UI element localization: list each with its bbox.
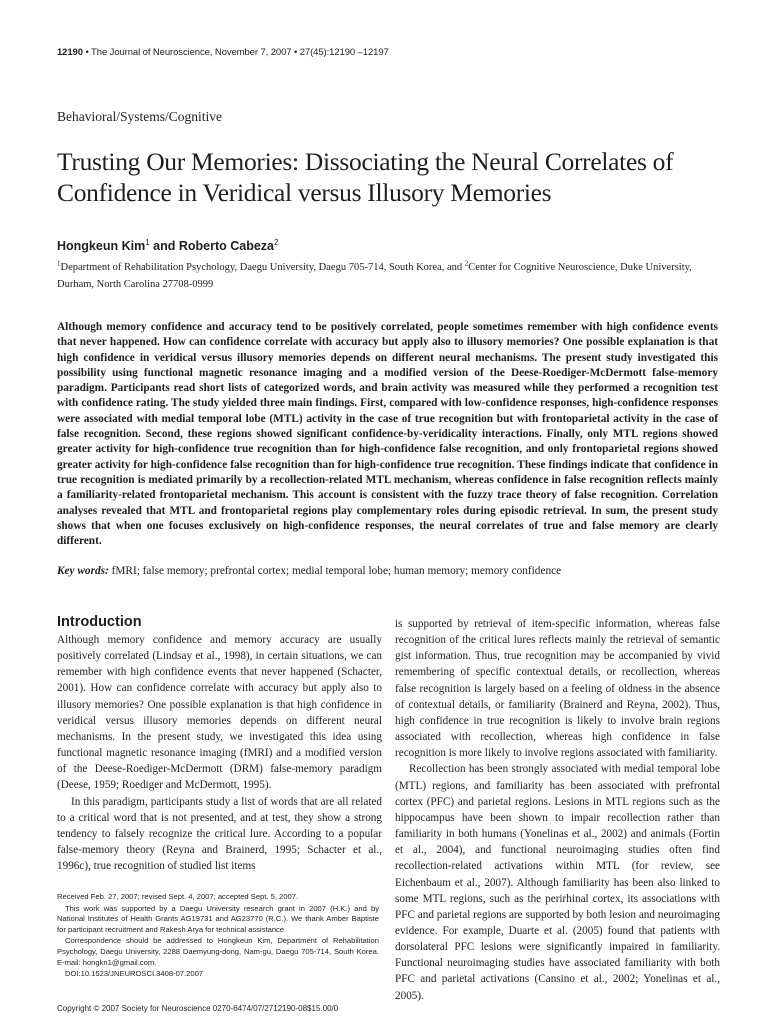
- affiliation-marker: 1: [145, 237, 150, 247]
- paragraph: Although memory confidence and memory accuracy are usually positively correlated (Lindsay et al., 1998), in certain situations, we can remember with high confidence events that never happened (Schacter, 2001). How can confidence correlate with accuracy but apply also to illusory memories? One possible explanation is that high confidence in veridical versus illusory memories depends on different neural mechanisms. In the present study, we investigated this idea using functional magnetic resonance imaging (fMRI) and a modified version of the Deese-Roediger-McDermott (DRM) false-memory paradigm (Deese, 1959; Roediger and McDermott, 1995).: [57, 634, 382, 792]
- affiliation-text: Department of Rehabilitation Psychology, Daegu University, Daegu 705-714, South Korea, and: [60, 262, 465, 273]
- abstract: Although memory confidence and accuracy tend to be positively correlated, people sometimes remember with high confidence events that never happened. How can confidence correlate with accuracy but apply also to illusory memories? One possible explanation is that high confidence in veridical versus illusory memories depends on different neural mechanisms. The present study investigated this possibility using functional magnetic resonance imaging and a modified version of the Deese-Roediger-McDermott false-memory paradigm. Participants read short lists of categorized words, and brain activity was measured while they performed a recognition test with confidence rating. The study yielded three main findings. First, compared with low-confidence responses, high-confidence responses were associated with medial temporal lobe (MTL) activity in the case of true recognition but with frontoparietal activity in the case of false recognition. Second, these regions showed significant confidence-by-veridicality interactions. Finally, only MTL regions showed greater activity for high-confidence true recognition than for high-confidence false recognition, and only frontoparietal regions showed greater activity for high-confidence false recognition than for high-confidence true recognition. These findings indicate that confidence in true recognition is mediated primarily by a recollection-related MTL mechanism, whereas confidence in false recognition reflects mainly a familiarity-related frontoparietal mechanism. This account is consistent with the fuzzy trace theory of false recognition. Correlation analyses revealed that MTL and frontoparietal regions play complementary roles during episodic retrieval. In sum, the present study shows that when one focuses exclusively on high-confidence responses, the neural correlates of true and false memory are clearly different.: [57, 321, 718, 548]
- author-joiner: and: [149, 239, 179, 253]
- author-name: Roberto Cabeza: [178, 239, 274, 253]
- affiliation-text: Center for Cognitive Neuroscience, Duke University, Durham, North Carolina 27708-0999: [57, 262, 692, 290]
- affiliations: [57, 259, 707, 293]
- running-header: [57, 47, 389, 58]
- paragraph: Recollection has been strongly associated with medial temporal lobe (MTL) regions, and familiarity has been associated with prefrontal cortex (PFC) and parietal regions. Lesions in MTL regions such as the hippocampus have been shown to impair recollection rather than familiarity in both humans (Yonelinas et al., 2002) and animals (Fortin et al., 2004), and functional neuroimaging studies often find recollection-related activations within MTL (for review, see Eichenbaum et al., 2007). Although familiarity has been also linked to some MTL regions, such as the perirhinal cortex, its associations with PFC and parietal regions are supported by both lesion and neuroimaging evidence. For example, Duarte et al. (2005) found that patients with dorsolateral PFC lesions were significantly impaired in familiarity. Functional neuroimaging studies have associated familiarity with both PFC and parietal activations (Cansino et al., 2002; Yonelinas et al., 2005).: [395, 763, 720, 1002]
- journal-citation: • The Journal of Neuroscience, November 7, 2007 • 27(45):12190 –12197: [82, 47, 389, 58]
- article-title: Trusting Our Memories: Dissociating the Neural Correlates of Confidence in Veridical versus Illusory Memories: [57, 147, 674, 207]
- affiliation-marker: 1: [57, 259, 61, 268]
- affiliation-marker: 2: [273, 237, 279, 247]
- footnote-funding: This work was supported by a Daegu University research grant in 2007 (H.K.) and by National Institutes of Health Grants AG19731 and AG23770 (R.C.). We thank Amber Baptiste for participant recruitment and Rakesh Arya for technical assistance.: [57, 903, 379, 934]
- author-name: Hongkeun Kim: [57, 239, 146, 253]
- footnotes: [57, 892, 379, 981]
- section-label: Behavioral/Systems/Cognitive: [57, 109, 222, 124]
- keywords-text: fMRI; false memory; prefrontal cortex; medial temporal lobe; human memory; memory confidence: [108, 565, 562, 577]
- paragraph: is supported by retrieval of item-specific information, whereas false recognition of the critical lures reflects mainly the retrieval of semantic gist information. Thus, true recognition may be accompanied by vivid remembering of specific contextual details, or recollection, whereas false recognition is largely based on a feeling of oldness in the absence of contextual details, or familiarity (Brainerd and Reyna, 2002). Thus, high confidence in true recognition is likely to involve brain regions associated with recollection, whereas high confidence in false recognition is more likely to involve regions associated with familiarity.: [395, 618, 720, 760]
- body-column-right: [395, 616, 720, 1004]
- section-heading: Introduction: [57, 614, 142, 630]
- paragraph: In this paradigm, participants study a list of words that are all related to a critical word that is not presented, and at test, they show a strong tendency to falsely recognize the critical lure. According to a popular false-memory theory (Reyna and Brainerd, 1995; Schacter et al., 1996c), true recognition of studied list items: [57, 795, 382, 873]
- keywords: [57, 565, 718, 577]
- affiliation-marker: 2: [464, 259, 469, 268]
- footnote-correspondence: Correspondence should be addressed to Hongkeun Kim, Department of Rehabilitation Psychology, Daegu University, 2288 Daemyung-dong, Nam-gu, Daegu 705-714, South Korea. E-mail: hongkn1@gmail.com.: [57, 936, 379, 967]
- copyright-line: Copyright © 2007 Society for Neuroscience 0270-6474/07/2712190-08$15.00/0: [57, 1004, 339, 1013]
- footnote-doi: DOI:10.1523/JNEUROSCI.3408-07.2007: [65, 969, 204, 979]
- body-column-left: [57, 632, 382, 874]
- page-number: 12190: [57, 47, 83, 58]
- footnote-dates: Received Feb. 27, 2007; revised Sept. 4, 2007; accepted Sept. 5, 2007.: [57, 892, 299, 901]
- keywords-label: Key words:: [57, 565, 109, 577]
- author-list: [57, 239, 278, 253]
